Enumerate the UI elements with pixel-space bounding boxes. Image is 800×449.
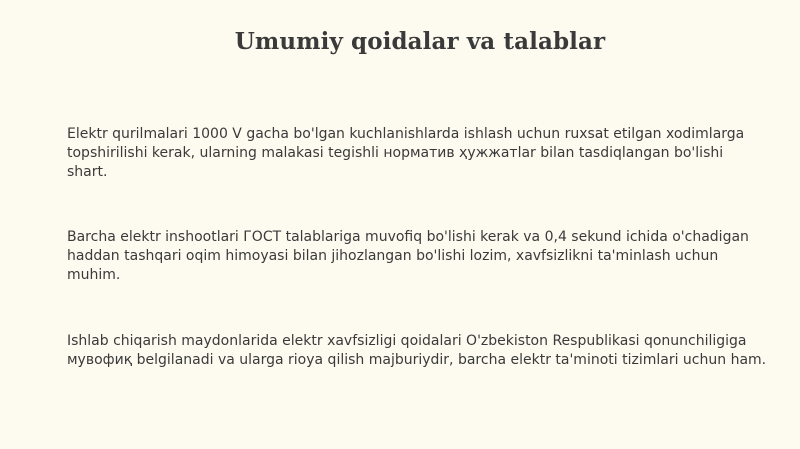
slide-title: Umumiy qoidalar va talablar [234,28,606,55]
paragraph-2: Barcha elektr inshootlari ГОСТ talablariga muvofiq bo'lishi kerak va 0,4 sekund ichida o'chadigan haddan tashqari oqim himoyasi bilan jihozlangan bo'lishi lozim, xavfsizlikni ta'minlash uchun muhim. [67,229,749,283]
paragraph-3: Ishlab chiqarish maydonlarida elektr xavfsizligi qoidalari O'zbekiston Respublikasi qonunchiligiga мувофиқ belgilanadi va ularga rioya qilish majburiydir, barcha elektr ta'minoti tizimlari uchun ham. [67,333,767,368]
paragraph-1: Elektr qurilmalari 1000 V gacha bo'lgan kuchlanishlarda ishlash uchun ruxsat etilgan xodimlarga topshirilishi kerak, ularning malakasi tegishli норматив ҳужжатlar bilan tasdiqlangan bo'lishi shart. [67,126,745,180]
